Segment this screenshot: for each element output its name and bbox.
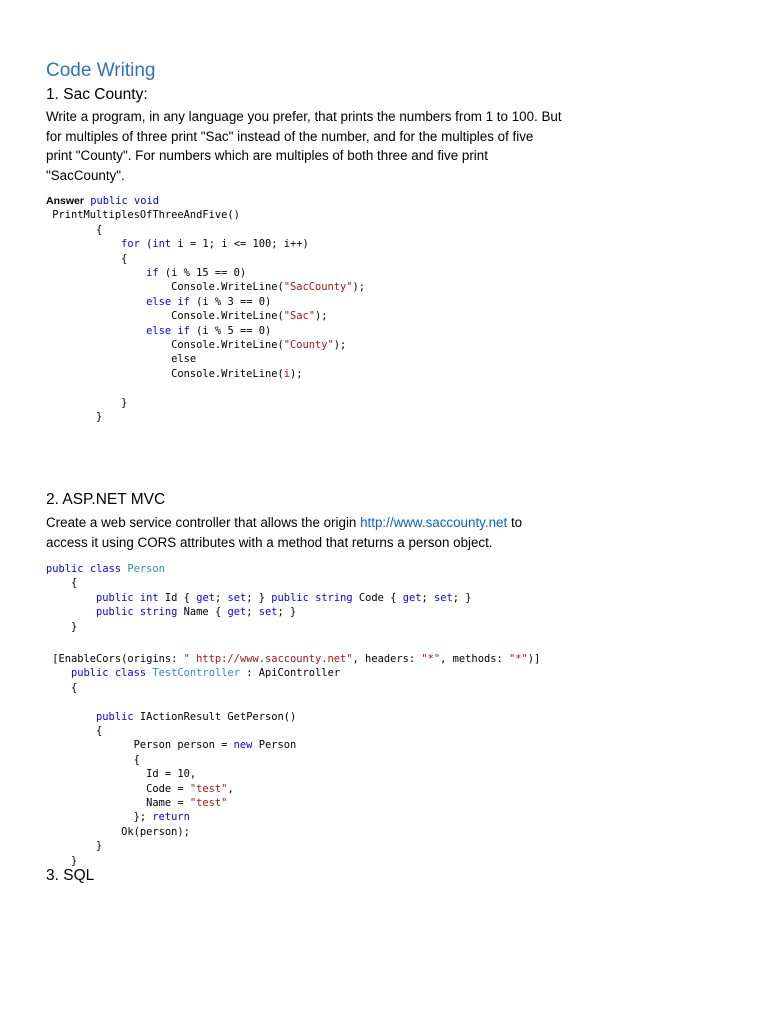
page-title: Code Writing: [46, 60, 156, 81]
description-line: [46, 513, 606, 533]
description-line: Write a program, in any language you prefer, that prints the numbers from 1 to 100. But: [46, 109, 562, 124]
code-block-test-controller: [EnableCors(origins: " http://www.saccounty.net", headers: "*", methods: "*")] public class TestController : ApiController { public IActionResult GetPerson() { Person person = new Person { Id = 10, Code = "test", Name = "test" }; return Ok(person); } }: [46, 653, 541, 867]
origin-link[interactable]: http://www.saccounty.net: [360, 515, 508, 530]
description-line: "SacCounty".: [46, 167, 125, 183]
answer-label: Answer: [46, 195, 84, 207]
section-title-sql: 3. SQL: [46, 867, 95, 884]
text-span: to: [507, 515, 523, 530]
section-title-aspnet-mvc: 2. ASP.NET MVC: [46, 491, 166, 508]
description-line: print "County". For numbers which are multiples of both three and five print: [46, 148, 488, 163]
section-2-description: [46, 513, 606, 552]
section-title-sac-county: 1. Sac County:: [46, 86, 148, 103]
text-span: Create a web service controller that allows the origin: [46, 515, 361, 530]
section-1-description: [46, 107, 606, 185]
description-line: for multiples of three print "Sac" instead of the number, and for the multiples of five: [46, 128, 534, 144]
code-block-sac-county: Answer public void PrintMultiplesOfThreeAndFive() { for (int i = 1; i <= 100; i++) { if (i % 15 == 0) Console.WriteLine("SacCounty"); else if (i % 3 == 0) Console.WriteLine("Sac"); else if (i % 5 == 0) Console.WriteLine("County"); else Console.WriteLine(i); } }: [46, 195, 366, 424]
code-block-person-class: public class Person { public int Id { get; set; } public string Code { get; set; } public string Name { get; set; } }: [46, 563, 472, 633]
description-line: access it using CORS attributes with a method that returns a person object.: [46, 534, 493, 550]
